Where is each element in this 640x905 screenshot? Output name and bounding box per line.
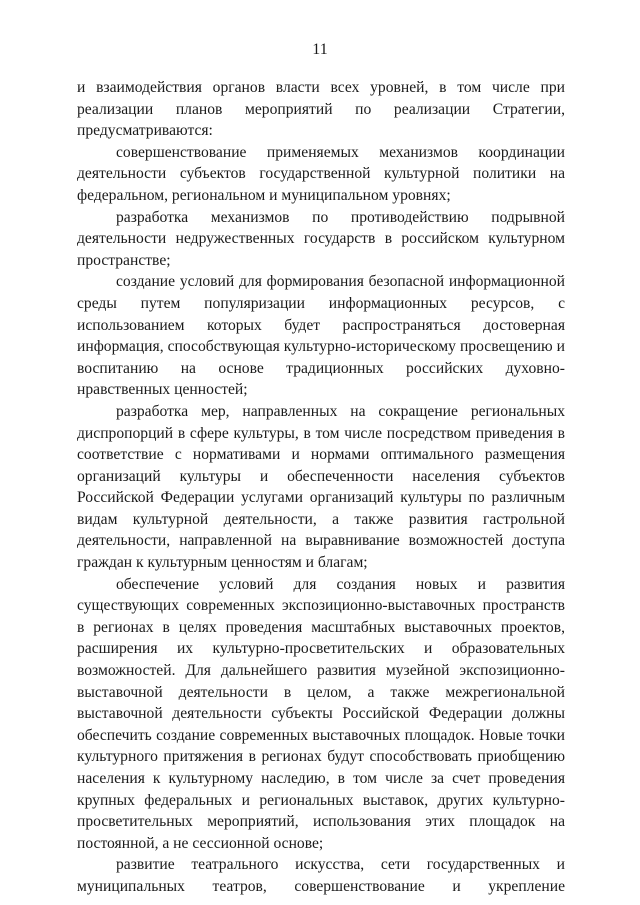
- paragraph-5: разработка мер, направленных на сокращение региональных диспропорций в сфере культуры, в том числе посредством приведения в соответствие с нормативами и нормами оптимального размещения организаций культуры и обеспеченности населения субъектов Российской Федерации услугами организаций культуры по различным видам культурной деятельности, а также развития гастрольной деятельности, направленной на выравнивание возможностей доступа граждан к культурным ценностям и благам;: [77, 402, 565, 572]
- page-number: 11: [312, 41, 328, 58]
- paragraph-4: создание условий для формирования безопасной информационной среды путем популяризации информационных ресурсов, с использованием которых будет распространяться достоверная информация, способствующая культурно-историческому просвещению и воспитанию на основе традиционных российских духовно-нравственных ценностей;: [77, 273, 565, 399]
- paragraph-3: разработка механизмов по противодействию подрывной деятельности недружественных государств в российском культурном пространстве;: [77, 208, 565, 269]
- document-body: [77, 77, 565, 898]
- paragraph-6: обеспечение условий для создания новых и развития существующих современных экспозиционно-выставочных пространств в регионах в целях проведения масштабных выставочных проектов, расширения их культурно-просветительских и образовательных возможностей. Для дальнейшего развития музейной экспозиционно-выставочной деятельности в целом, а также межрегиональной выставочной деятельности субъекты Российской Федерации должны обеспечить создание современных выставочных площадок. Новые точки культурного притяжения в регионах будут способствовать приобщению населения к культурному наследию, в том числе за счет проведения крупных федеральных и региональных выставок, других культурно-просветительных мероприятий, использования этих площадок на постоянной, а не сессионной основе;: [77, 575, 565, 852]
- paragraph-1: и взаимодействия органов власти всех уровней, в том числе при реализации планов мероприятий по реализации Стратегии, предусматриваются:: [77, 79, 565, 140]
- paragraph-7: развитие театрального искусства, сети государственных и муниципальных театров, совершенствование и укрепление: [77, 856, 565, 895]
- paragraph-2: совершенствование применяемых механизмов координации деятельности субъектов государственной культурной политики на федеральном, региональном и муниципальном уровнях;: [77, 143, 565, 204]
